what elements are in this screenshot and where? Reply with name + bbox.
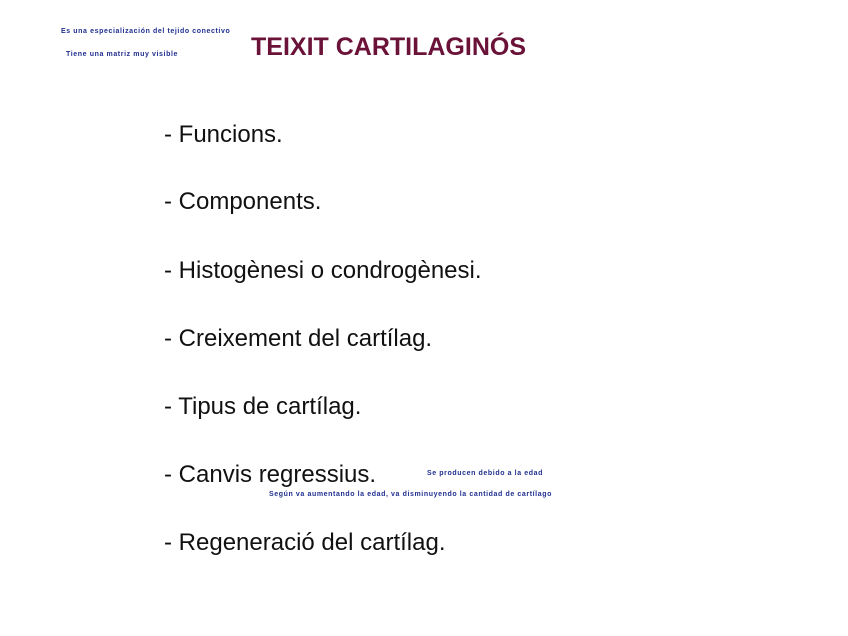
annotation-canvis-2: Según va aumentando la edad, va disminuyendo la cantidad de cartílago [269,491,552,498]
list-item-components: - Components. [164,188,322,215]
page-title: TEIXIT CARTILAGINÓS [251,33,526,61]
list-item-histogenesi: - Histogènesi o condrogènesi. [164,257,482,284]
list-item-tipus: - Tipus de cartílag. [164,393,362,420]
list-item-regeneracio: - Regeneració del cartílag. [164,529,446,556]
list-item-canvis: - Canvis regressius. [164,461,377,488]
annotation-top-2: Tiene una matriz muy visible [66,51,178,58]
list-item-funcions: - Funcions. [164,121,283,148]
annotation-canvis-1: Se producen debido a la edad [427,470,543,477]
list-item-creixement: - Creixement del cartílag. [164,325,433,352]
annotation-top-1: Es una especialización del tejido conectivo [61,28,231,35]
